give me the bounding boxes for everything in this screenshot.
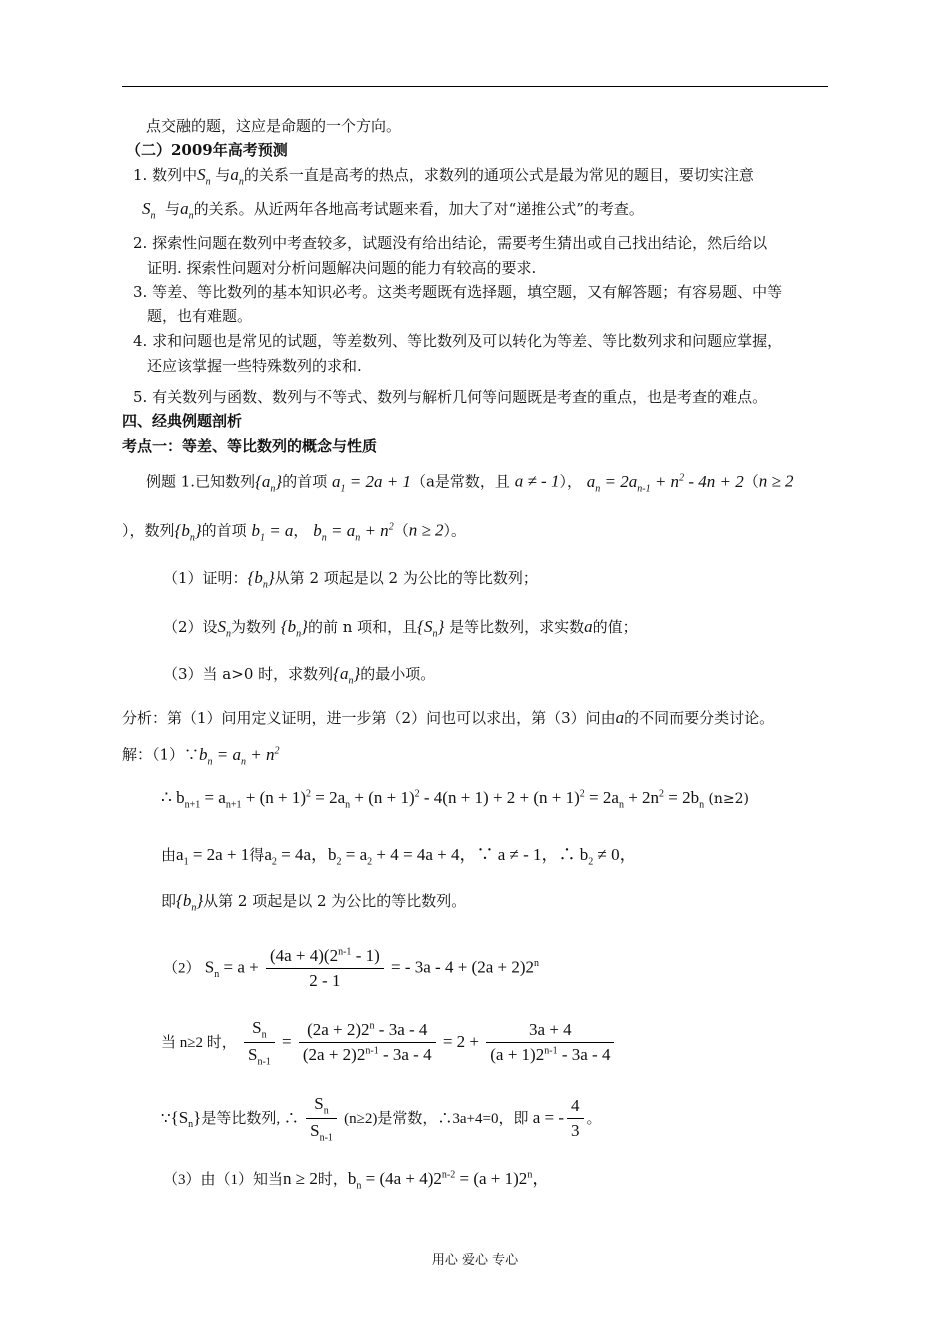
equation-ratio: 当 n≥2 时， $\frac{S_n}{S_{n-1}}$ = $\frac{(2a + 2)2^n - 3a - 4}{(2a + 2)2^{n-1} - 3a - 4}$ = 2 + $\frac{3a + 4}{(a + 1)2^{n-1} - 3a - 4}$ — [161, 1018, 617, 1068]
paragraph-3: 3. 等差、等比数列的基本知识必考。这类考题既有选择题，填空题，又有解答题；有容易题、中等 — [133, 283, 783, 301]
header-rule — [122, 86, 828, 87]
paragraph-5: 5. 有关数列与函数、数列与不等式、数列与解析几何等问题既是考查的重点，也是考查的难点。 — [133, 388, 768, 406]
analysis: 分析：第（1）问用定义证明，进一步第（2）问也可以求出，第（3）问由a的不同而要分类讨论。 — [122, 708, 775, 727]
solution-1: 解：$(1)\because b_n = a_n + n^2$ — [122, 744, 280, 768]
equation-a2: 由$a_1 = 2a + 1$得$a_2 = 4a$，$b_2 = a_2 + 4 = 4a + 4$，∵ a ≠ - 1，∴ $b_2 \ne 0$， — [161, 845, 637, 868]
conclusion-1: 即$\{b_n\}$从第 2 项起是以 2 为公比的等比数列。 — [161, 891, 467, 914]
question-3: （3）当 a>0 时，求数列$\{a_n\}$的最小项。 — [163, 664, 436, 687]
footer: 用心 爱心 专心 — [431, 1253, 519, 1268]
section-heading: 四、经典例题剖析 — [122, 412, 243, 430]
equation-sn: （2） $S_n = a$ + $\frac{(4a + 4)(2^{n-1} - 1)}{2 - 1}$ = - $3a - 4 + (2a + 2)2^n$ — [163, 946, 540, 990]
equation-a-value: $\because\{S_n\}$是等比数列, ∴ $\frac{S_n}{S_{n-1}}$ (n≥2)是常数，∴3a+4=0，即 a = - $\frac{4}{3}$ 。 — [161, 1094, 602, 1144]
text-line: 点交融的题，这应是命题的一个方向。 — [146, 117, 402, 135]
paragraph-1-cont: $S_n$ 与$a_n$的关系。从近两年各地高考试题来看，加大了对“递推公式”的考查。 — [142, 199, 644, 222]
paragraph-4-cont: 还应该掌握一些特殊数列的求和. — [147, 357, 362, 375]
paragraph-2: 2. 探索性问题在数列中考查较多，试题没有给出结论，需要考生猜出或自己找出结论，然后给以 — [133, 234, 768, 252]
equation-bn: （3）由（1）知当n ≥ 2时，$b_n = (4a + 4)2^{n-2} = (a + 1)2^n$， — [163, 1169, 550, 1192]
paragraph-4: 4. 求和问题也是常见的试题，等差数列、等比数列及可以转化为等差、等比数列求和问题应掌握， — [133, 332, 783, 350]
example-1: 例题 1.已知数列$\{a_n\}$的首项 $a_1 = 2a + 1(a$是常数，且 a ≠ - 1）， $a_n = 2a_{n-1} + n^2 - 4n + 2(n \ge 2$ — [146, 471, 794, 495]
topic-heading: 考点一：等差、等比数列的概念与性质 — [122, 437, 378, 455]
paragraph-2-cont: 证明. 探索性问题对分析问题解决问题的能力有较高的要求. — [147, 259, 537, 277]
question-2: （2）设$S_n$为数列 $\{b_n\}$的前 n 项和，且$\{S_n\}$ 是等比数列，求实数a的值； — [163, 617, 638, 640]
section-heading: （二）2009年高考预测 — [126, 141, 288, 159]
question-1: （1）证明：$\{b_n\}$从第 2 项起是以 2 为公比的等比数列； — [163, 568, 538, 591]
paragraph-3-cont: 题，也有难题。 — [147, 307, 253, 325]
example-1-cont: ），数列$\{b_n\}$的首项 $b_1 = a$， $b_n = a_n + n^2(n \ge 2)$。 — [122, 520, 467, 544]
paragraph-1: 1. 数列中$S_n$ 与$a_n$的关系一直是高考的热点，求数列的通项公式是最为常见的题目，要切实注意 — [133, 165, 754, 188]
equation-bn1: ∴ $b_{n+1} = a_{n+1} + (n + 1)^2 = 2a_n + (n + 1)^2 - 4(n + 1) + 2 + (n + 1)^2 = 2a_n + 2n^2 = 2b_n$ (n≥2) — [161, 788, 749, 811]
